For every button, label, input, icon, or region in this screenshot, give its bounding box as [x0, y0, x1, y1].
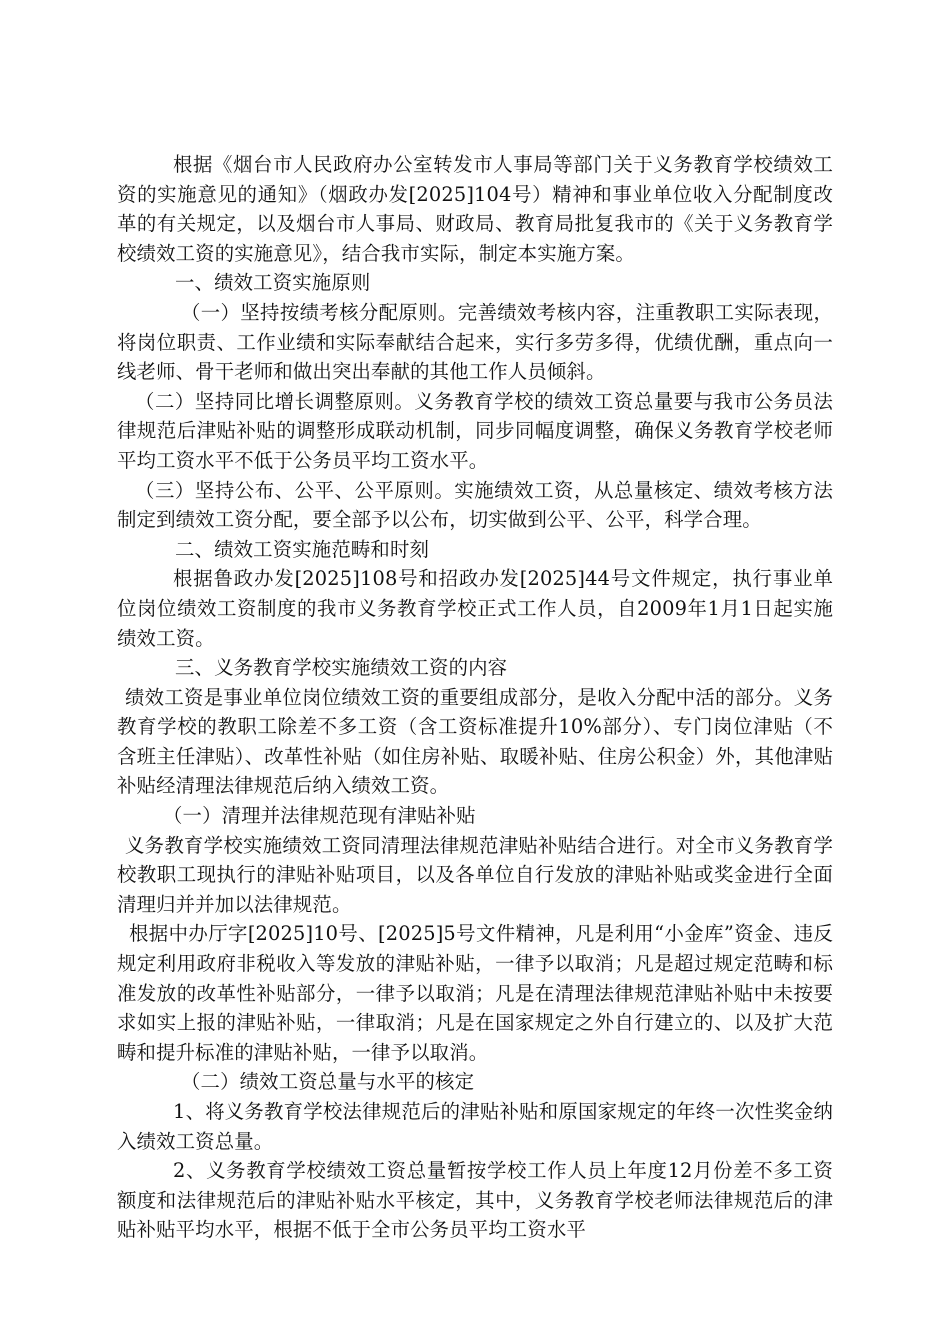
subsection-heading-cleanup: （一）清理并法律规范现有津贴补贴: [163, 804, 476, 828]
paragraph-intro: 根据《烟台市人民政府办公室转发市人事局等部门关于义务教育学校绩效工资的实施意见的通知》（烟政办发[2025]104号）精神和事业单位收入分配制度改革的有关规定，以及烟台市人事局、财政局、教育局批复我市的《关于义务教育学校绩效工资的实施意见》，结合我市实际，制定本实施方案。: [117, 153, 833, 265]
paragraph-item-1: 1、将义务教育学校法律规范后的津贴补贴和原国家规定的年终一次性奖金纳入绩效工资总量。: [117, 1100, 833, 1153]
paragraph-principle-1: （一）坚持按绩考核分配原则。完善绩效考核内容，注重教职工实际表现，将岗位职责、工作业绩和实际奉献结合起来，实行多劳多得，优绩优酬，重点向一线老师、骨干老师和做出突出奉献的其他工作人员倾斜。: [117, 300, 833, 384]
paragraph-principle-3: （三）坚持公布、公平、公平原则。实施绩效工资，从总量核定、绩效考核方法制定到绩效工资分配，要全部予以公布，切实做到公平、公平，科学合理。: [117, 478, 833, 532]
section-heading-scope: 二、绩效工资实施范畴和时刻: [175, 537, 430, 561]
section-heading-content: 三、义务教育学校实施绩效工资的内容: [175, 656, 508, 680]
document-body: [117, 150, 833, 1245]
paragraph-principle-2: （二）坚持同比增长调整原则。义务教育学校的绩效工资总量要与我市公务员法律规范后津贴补贴的调整形成联动机制，同步同幅度调整，确保义务教育学校老师平均工资水平不低于公务员平均工资水平。: [117, 389, 833, 472]
paragraph-cleanup: 义务教育学校实施绩效工资同清理法律规范津贴补贴结合进行。对全市义务教育学校教职工现执行的津贴补贴项目，以及各单位自行发放的津贴补贴或奖金进行全面清理归并并加以法律规范。: [117, 833, 833, 916]
paragraph-scope: 根据鲁政办发[2025]108号和招政办发[2025]44号文件规定，执行事业单位岗位绩效工资制度的我市义务教育学校正式工作人员，自2009年1月1日起实施绩效工资。: [117, 567, 833, 650]
paragraph-content-desc: 绩效工资是事业单位岗位绩效工资的重要组成部分，是收入分配中活的部分。义务教育学校的教职工除差不多工资（含工资标准提升10%部分）、专门岗位津贴（不含班主任津贴）、改革性补贴（如住房补贴、取暖补贴、住房公积金）外，其他津贴补贴经清理法律规范后纳入绩效工资。: [117, 685, 833, 798]
paragraph-item-2: 2、义务教育学校绩效工资总量暂按学校工作人员上年度12月份差不多工资额度和法律规范后的津贴补贴水平核定，其中，义务教育学校老师法律规范后的津贴补贴平均水平，根据不低于全市公务员平均工资水平: [117, 1159, 833, 1242]
subsection-heading-total: （二）绩效工资总量与水平的核定: [181, 1070, 475, 1094]
paragraph-cancel-rules: 根据中办厅字[2025]10号、[2025]5号文件精神，凡是利用“小金库”资金、违反规定利用政府非税收入等发放的津贴补贴，一律予以取消；凡是超过规定范畴和标准发放的改革性补贴部分，一律予以取消；凡是在清理法律规范津贴补贴中未按要求如实上报的津贴补贴，一律取消；凡是在国家规定之外自行建立的、以及扩大范畴和提升标准的津贴补贴，一律予以取消。: [117, 922, 833, 1064]
section-heading-principles: 一、绩效工资实施原则: [175, 271, 371, 295]
